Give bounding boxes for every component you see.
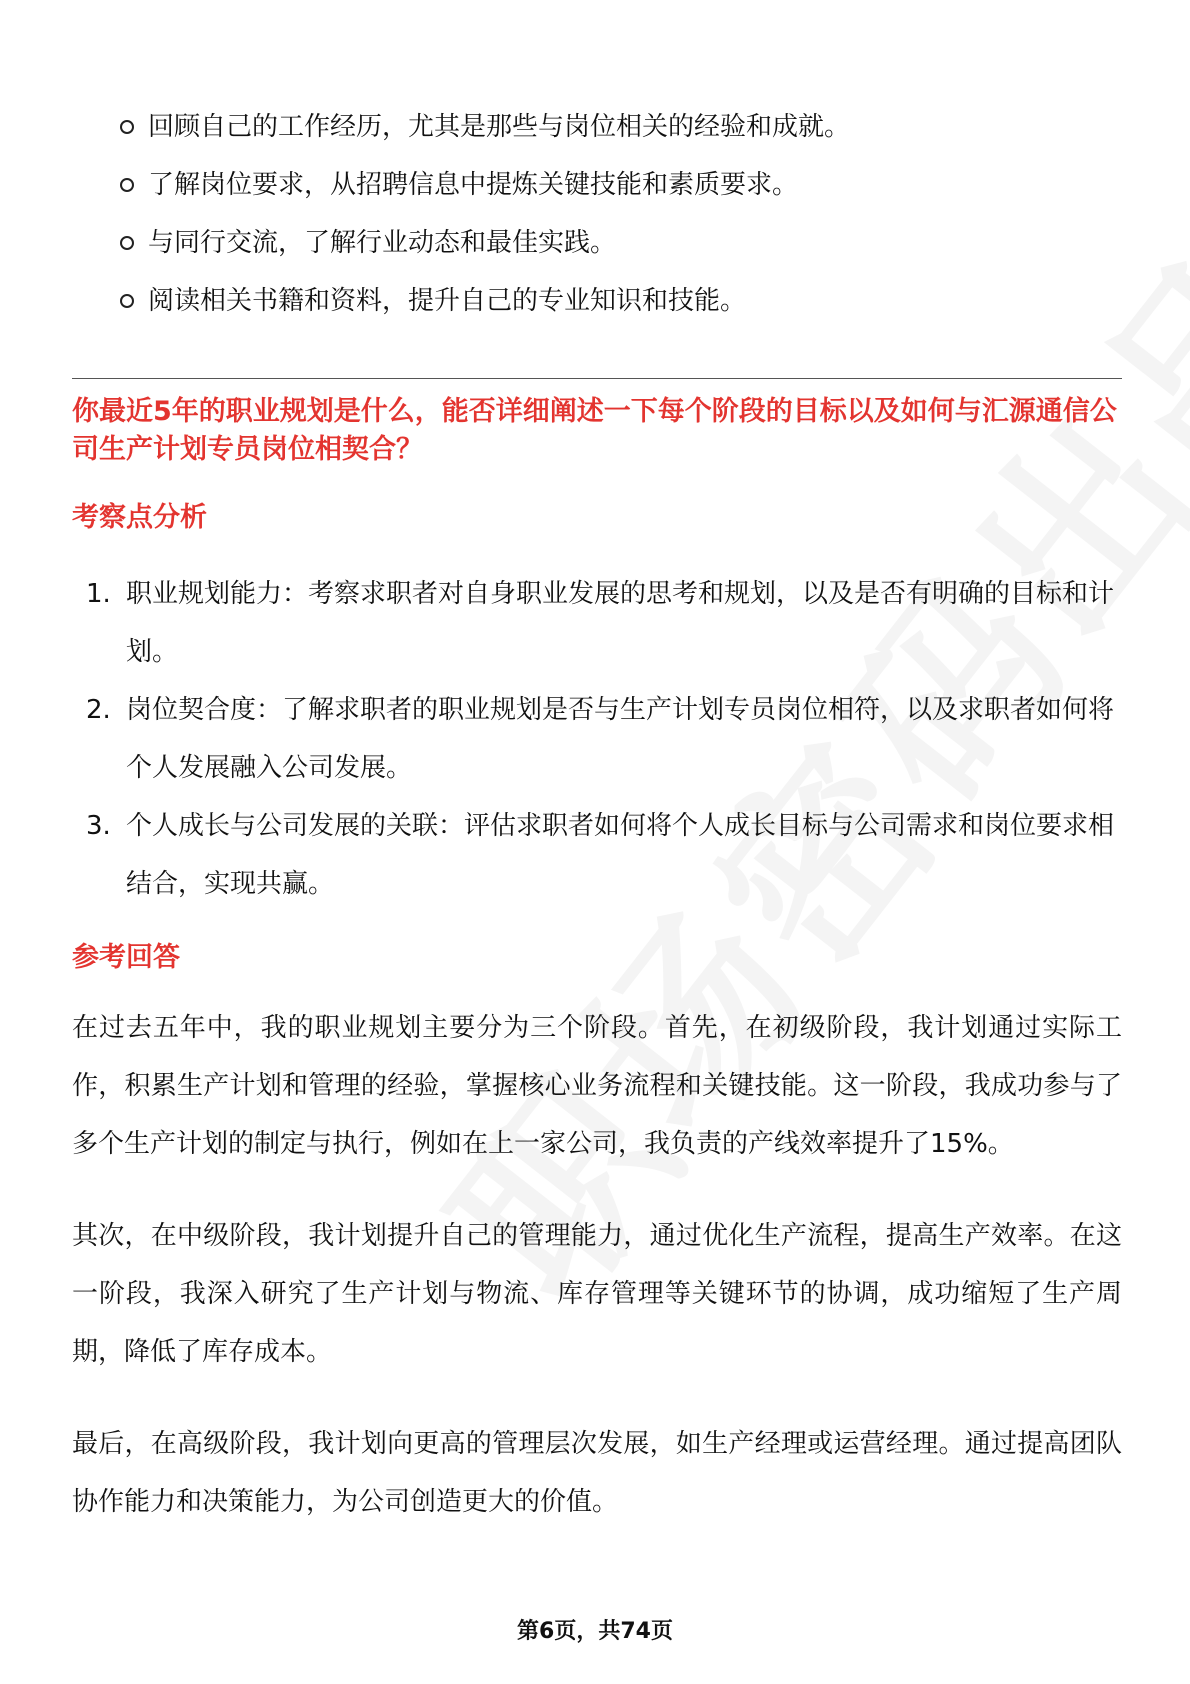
list-item-text: 与同行交流，了解行业动态和最佳实践。: [148, 228, 617, 258]
analysis-item-text: 岗位契合度：了解求职者的职业规划是否与生产计划专员岗位相符，以及求职者如何将个人发展融入公司发展。: [126, 695, 1115, 783]
item-number: 1.: [86, 579, 111, 609]
answer-paragraph: 在过去五年中，我的职业规划主要分为三个阶段。首先，在初级阶段，我计划通过实际工作，积累生产计划和管理的经验，掌握核心业务流程和关键技能。这一阶段，我成功参与了多个生产计划的制定与执行，例如在上一家公司，我负责的产线效率提升了15%。: [72, 1013, 1122, 1159]
bullet-list: [72, 98, 1122, 330]
list-item-text: 回顾自己的工作经历，尤其是那些与岗位相关的经验和成就。: [148, 112, 851, 142]
item-number: 2.: [86, 695, 111, 725]
analysis-item-text: 职业规划能力：考察求职者对自身职业发展的思考和规划，以及是否有明确的目标和计划。: [126, 579, 1115, 667]
answer-paragraph: 最后，在高级阶段，我计划向更高的管理层次发展，如生产经理或运营经理。通过提高团队协作能力和决策能力，为公司创造更大的价值。: [72, 1429, 1122, 1517]
section-divider: [72, 378, 1122, 379]
item-number: 3.: [86, 811, 111, 841]
page-number: 第6页，共74页: [517, 1619, 673, 1644]
analysis-heading: 考察点分析: [72, 502, 207, 533]
question-heading: 你最近5年的职业规划是什么，能否详细阐述一下每个阶段的目标以及如何与汇源通信公司生产计划专员岗位相契合？: [72, 396, 1117, 465]
page-content: [72, 98, 1122, 1531]
answer-heading: 参考回答: [72, 942, 180, 973]
analysis-item: [86, 797, 1122, 913]
analysis-item: [86, 681, 1122, 797]
bullet-circle-icon: [120, 178, 134, 192]
analysis-list: [72, 565, 1122, 913]
list-item: [148, 214, 1122, 272]
list-item: [148, 98, 1122, 156]
analysis-item: [86, 565, 1122, 681]
list-item: [148, 272, 1122, 330]
analysis-item-text: 个人成长与公司发展的关联：评估求职者如何将个人成长目标与公司需求和岗位要求相结合，实现共赢。: [126, 811, 1115, 899]
bullet-circle-icon: [120, 236, 134, 250]
bullet-circle-icon: [120, 294, 134, 308]
bullet-circle-icon: [120, 120, 134, 134]
list-item-text: 阅读相关书籍和资料，提升自己的专业知识和技能。: [148, 286, 747, 316]
answer-paragraph: 其次，在中级阶段，我计划提升自己的管理能力，通过优化生产流程，提高生产效率。在这一阶段，我深入研究了生产计划与物流、库存管理等关键环节的协调，成功缩短了生产周期，降低了库存成本。: [72, 1221, 1122, 1367]
list-item: [148, 156, 1122, 214]
list-item-text: 了解岗位要求，从招聘信息中提炼关键技能和素质要求。: [148, 170, 799, 200]
